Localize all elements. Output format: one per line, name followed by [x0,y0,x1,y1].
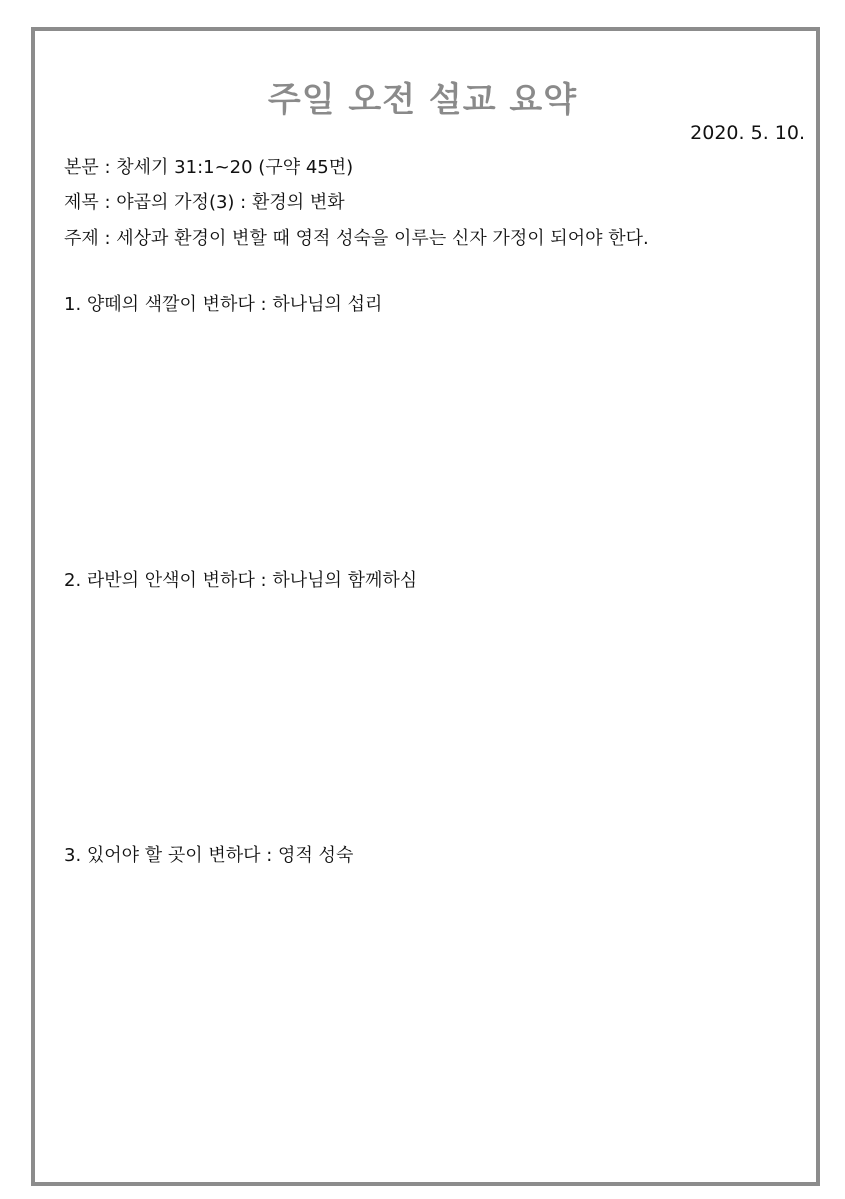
sermon-point-3: 3. 있어야 할 곳이 변하다 : 영적 성숙 [64,845,354,866]
sermon-point-1: 1. 양떼의 색깔이 변하다 : 하나님의 섭리 [64,294,383,315]
sermon-subject-text: 제목 : 야곱의 가정(3) : 환경의 변화 [64,192,345,213]
sermon-theme-text: 주제 : 세상과 환경이 변할 때 영적 성숙을 이루는 신자 가정이 되어야 한다. [64,228,649,249]
sermon-point-2: 2. 라반의 안색이 변하다 : 하나님의 함께하심 [64,570,418,591]
scripture-reference-text: 본문 : 창세기 31:1~20 (구약 45면) [64,157,354,178]
sermon-theme [64,224,649,250]
scripture-reference [64,153,353,179]
sermon-date: 2020. 5. 10. [690,122,805,144]
sermon-subject [64,188,345,214]
sermon-title: 주일 오전 설교 요약 [267,80,578,120]
